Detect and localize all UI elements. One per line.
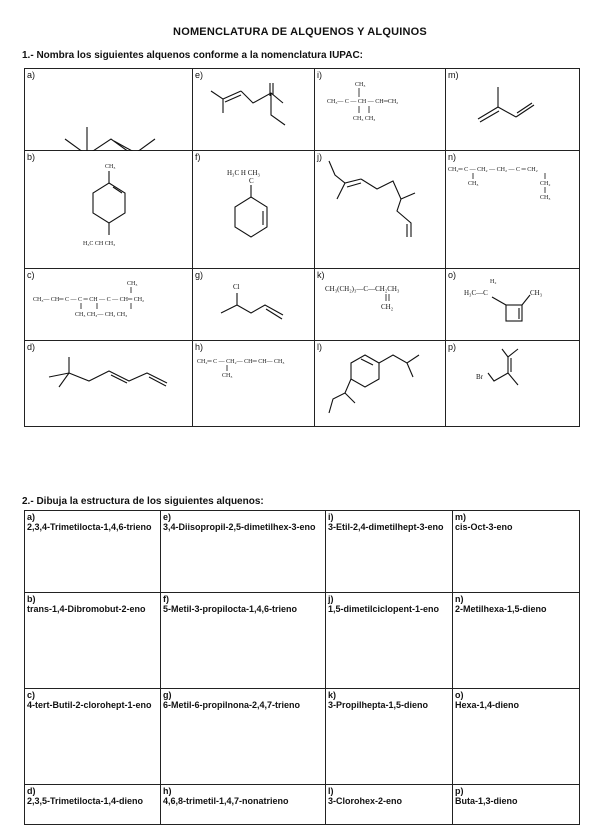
cell-2-l[interactable]	[326, 785, 453, 825]
cell-2-j[interactable]	[326, 593, 453, 689]
structure-j	[315, 151, 446, 269]
cell-2-a[interactable]	[25, 511, 161, 593]
compound-name: 4-tert-Butil-2-clorohept-1-eno	[27, 700, 152, 710]
cell-label: e)	[163, 512, 172, 522]
formula-sub: CH₂	[381, 303, 394, 311]
formula-main: CH₂═ C — CH₂— CH═ CH— CH₃	[197, 359, 285, 365]
cell-label: c)	[27, 270, 35, 280]
cell-label: d)	[27, 342, 36, 352]
cell-2-d[interactable]	[25, 785, 161, 825]
formula-main: CH₃— C — CH — CH═CH₂	[327, 99, 399, 105]
cell-label: h)	[195, 342, 204, 352]
cell-h	[193, 341, 315, 427]
cell-2-o[interactable]	[453, 689, 580, 785]
cell-label: b)	[27, 594, 36, 604]
compound-name: 3-Etil-2,4-dimetilhept-3-eno	[328, 522, 444, 532]
cell-label: b)	[27, 152, 36, 162]
cell-e	[193, 69, 315, 151]
cell-label: p)	[455, 786, 464, 796]
structure-p	[446, 341, 580, 427]
drawing-table	[24, 510, 580, 825]
page-title: NOMENCLATURA DE ALQUENOS Y ALQUINOS	[173, 26, 427, 38]
cell-2-n[interactable]	[453, 593, 580, 689]
formula-left: H₃C—C	[464, 289, 488, 297]
formula-bottom: CH₃ CH₃— CH₂ CH₃	[75, 312, 128, 318]
cell-label: h)	[163, 786, 172, 796]
compound-name: 4,6,8-trimetil-1,4,7-nonatrieno	[163, 796, 289, 806]
structure-n	[446, 151, 580, 269]
structure-b	[25, 151, 193, 269]
compound-name: 3-Clorohex-2-eno	[328, 796, 403, 806]
formula-sub-1: CH₃	[468, 181, 479, 187]
cell-m	[446, 69, 580, 151]
cell-i	[315, 69, 446, 151]
structure-h	[193, 341, 315, 427]
cell-2-g[interactable]	[161, 689, 326, 785]
compound-name: 2,3,4-Trimetilocta-1,4,6-trieno	[27, 522, 152, 532]
cell-2-b[interactable]	[25, 593, 161, 689]
cell-label: o)	[455, 690, 464, 700]
cell-2-i[interactable]	[326, 511, 453, 593]
cell-label: a)	[27, 70, 36, 80]
structure-e	[193, 69, 315, 151]
cell-label: m)	[448, 70, 459, 80]
cell-2-m[interactable]	[453, 511, 580, 593]
cell-label: o)	[448, 270, 457, 280]
formula-cl: Cl	[233, 283, 240, 291]
structure-m	[446, 69, 580, 151]
formula-sub: CH₃	[222, 373, 233, 379]
formula-center: C	[249, 177, 254, 185]
cell-d	[25, 341, 193, 427]
compound-name: 3-Propilhepta-1,5-dieno	[328, 700, 429, 710]
structure-o	[446, 269, 580, 341]
cell-2-h[interactable]	[161, 785, 326, 825]
cell-n	[446, 151, 580, 269]
cell-label: n)	[448, 152, 457, 162]
cell-a	[25, 69, 193, 151]
cell-p	[446, 341, 580, 427]
cell-label: j)	[328, 594, 334, 604]
cell-k	[315, 269, 446, 341]
compound-name: 6-Metil-6-propilnona-2,4,7-trieno	[163, 700, 301, 710]
cell-label: g)	[163, 690, 172, 700]
formula-br: Br	[476, 373, 483, 381]
cell-l	[315, 341, 446, 427]
cell-2-k[interactable]	[326, 689, 453, 785]
structure-f	[193, 151, 315, 269]
formula-bottom: H₃C CH CH₃	[83, 241, 116, 247]
formula-main: CH₃(CH₂)₃—C—CH₂CH₃	[325, 285, 400, 293]
compound-name: 1,5-dimetilciclopent-1-eno	[328, 604, 440, 614]
formula-h2: H₂	[490, 279, 497, 285]
cell-2-p[interactable]	[453, 785, 580, 825]
compound-name: 3,4-Diisopropil-2,5-dimetilhex-3-eno	[163, 522, 316, 532]
structure-d	[25, 341, 193, 427]
formula-main: CH₃— CH═ C — C ═ CH — C — CH═ CH₂	[33, 297, 145, 303]
cell-label: l)	[328, 786, 334, 796]
formula-right: CH₃	[530, 289, 543, 297]
cell-label: k)	[328, 690, 337, 700]
cell-label: d)	[27, 786, 36, 796]
structures-table	[24, 68, 580, 427]
cell-2-c[interactable]	[25, 689, 161, 785]
compound-name: cis-Oct-3-eno	[455, 522, 513, 532]
cell-label: i)	[328, 512, 334, 522]
compound-name: trans-1,4-Dibromobut-2-eno	[27, 604, 146, 614]
structure-k	[315, 269, 446, 341]
cell-2-f[interactable]	[161, 593, 326, 689]
compound-name: 5-Metil-3-propilocta-1,4,6-trieno	[163, 604, 298, 614]
cell-c	[25, 269, 193, 341]
compound-name: Buta-1,3-dieno	[455, 796, 518, 806]
formula-main: CH₂═ C — CH₂ — CH₂ — C ═ CH₂	[448, 167, 538, 173]
cell-g	[193, 269, 315, 341]
cell-label: f)	[163, 594, 169, 604]
compound-name: Hexa-1,4-dieno	[455, 700, 520, 710]
section-1-heading: 1.- Nombra los siguientes alquenos conforme a la nomenclatura IUPAC:	[22, 50, 363, 61]
cell-label: e)	[195, 70, 204, 80]
cell-j	[315, 151, 446, 269]
structure-l	[315, 341, 446, 427]
structure-a	[25, 69, 193, 151]
cell-b	[25, 151, 193, 269]
formula-sub-3: CH₃	[540, 195, 551, 201]
cell-label: l)	[317, 342, 322, 352]
structure-g	[193, 269, 315, 341]
formula-sub-2: CH₂	[540, 181, 551, 187]
formula-top: CH₃	[355, 82, 366, 88]
cell-label: c)	[27, 690, 36, 700]
formula-top: CH₃	[105, 164, 116, 170]
cell-label: n)	[455, 594, 464, 604]
cell-f	[193, 151, 315, 269]
cell-label: m)	[455, 512, 466, 522]
cell-label: i)	[317, 70, 322, 80]
formula-top: CH₃	[127, 281, 138, 287]
compound-name: 2,3,5-Trimetilocta-1,4-dieno	[27, 796, 144, 806]
cell-label: p)	[448, 342, 457, 352]
formula-bottom: CH₃ CH₃	[353, 116, 376, 122]
formula-top: H₃C H CH₃	[227, 169, 260, 177]
cell-label: j)	[317, 152, 322, 162]
cell-o	[446, 269, 580, 341]
structure-c	[25, 269, 193, 341]
cell-label: g)	[195, 270, 204, 280]
cell-label: f)	[195, 152, 201, 162]
cell-label: k)	[317, 270, 325, 280]
cell-label: a)	[27, 512, 36, 522]
structure-i	[315, 69, 446, 151]
cell-2-e[interactable]	[161, 511, 326, 593]
section-2-heading: 2.- Dibuja la estructura de los siguientes alquenos:	[22, 496, 264, 507]
compound-name: 2-Metilhexa-1,5-dieno	[455, 604, 547, 614]
